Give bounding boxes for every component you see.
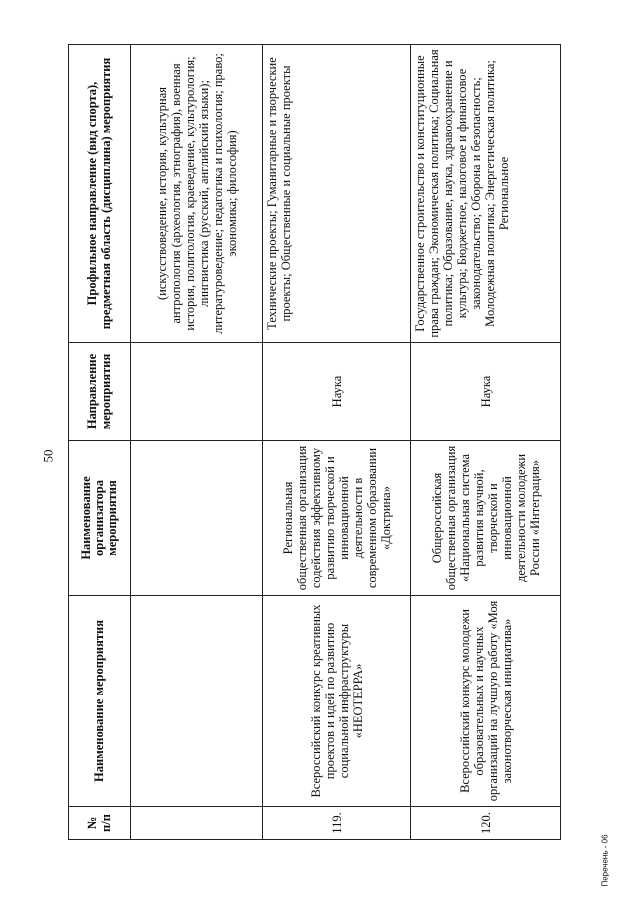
row-profile: Технические проекты; Гуманитарные и творческие проекты; Общественные и социальные проекты xyxy=(263,45,411,343)
table-row xyxy=(131,45,263,840)
row-organizer: Общероссийская общественная организация «Национальная система развития научной, творческой и инновационной деятельности молодежи России «Интеграция» xyxy=(411,441,561,596)
table-header-row xyxy=(69,45,131,840)
row-num: 119. xyxy=(263,807,411,840)
footer-note xyxy=(600,835,610,885)
page-number xyxy=(41,448,55,464)
row-profile: (искусствоведение, история, культурная антропология (археология, этнография), военная история, политология, краеведение, культурология; лингвистика (русский, английский языки); литературоведение; педагогика и психология; право; экономика; философия) xyxy=(131,45,263,343)
row-num xyxy=(131,807,263,840)
row-name: Всероссийский конкурс молодежи образовательных и научных организаций на лучшую работу «Моя законотворческая инициатива» xyxy=(411,596,561,807)
row-profile: Государственное строительство и конституционные права граждан; Экономическая политика; Социальная политика; Образование, наука, здравоохранение и культура; Бюджетное, налоговое и финансовое законодательство; Оборона и безопасность; Молодежная политика; Энергетическая политика; Региональное xyxy=(411,45,561,343)
row-name: Всероссийский конкурс креативных проектов и идей по развитию социальной инфраструктуры «НЕОТЕРРА» xyxy=(263,596,411,807)
table-row xyxy=(263,45,411,840)
header-num: № п/п xyxy=(69,807,131,840)
header-profile: Профильное направление (вид спорта), предметная область (дисциплина) мероприятия xyxy=(69,45,131,343)
events-table xyxy=(68,44,561,840)
table-row xyxy=(411,45,561,840)
page-number-text: 50 xyxy=(40,449,55,463)
header-direction: Направление мероприятия xyxy=(69,343,131,441)
row-organizer xyxy=(131,441,263,596)
table-container xyxy=(68,45,560,840)
row-direction xyxy=(131,343,263,441)
footer-note-text: Перечень - 06 xyxy=(600,833,610,887)
row-direction: Наука xyxy=(263,343,411,441)
row-name xyxy=(131,596,263,807)
header-name: Наименование мероприятия xyxy=(69,596,131,807)
row-organizer: Региональная общественная организация содействия эффективному развитию творческой и инновационной деятельности в современном образовании «Доктрина» xyxy=(263,441,411,596)
header-organizer: Наименование организатора мероприятия xyxy=(69,441,131,596)
row-direction: Наука xyxy=(411,343,561,441)
row-num: 120. xyxy=(411,807,561,840)
